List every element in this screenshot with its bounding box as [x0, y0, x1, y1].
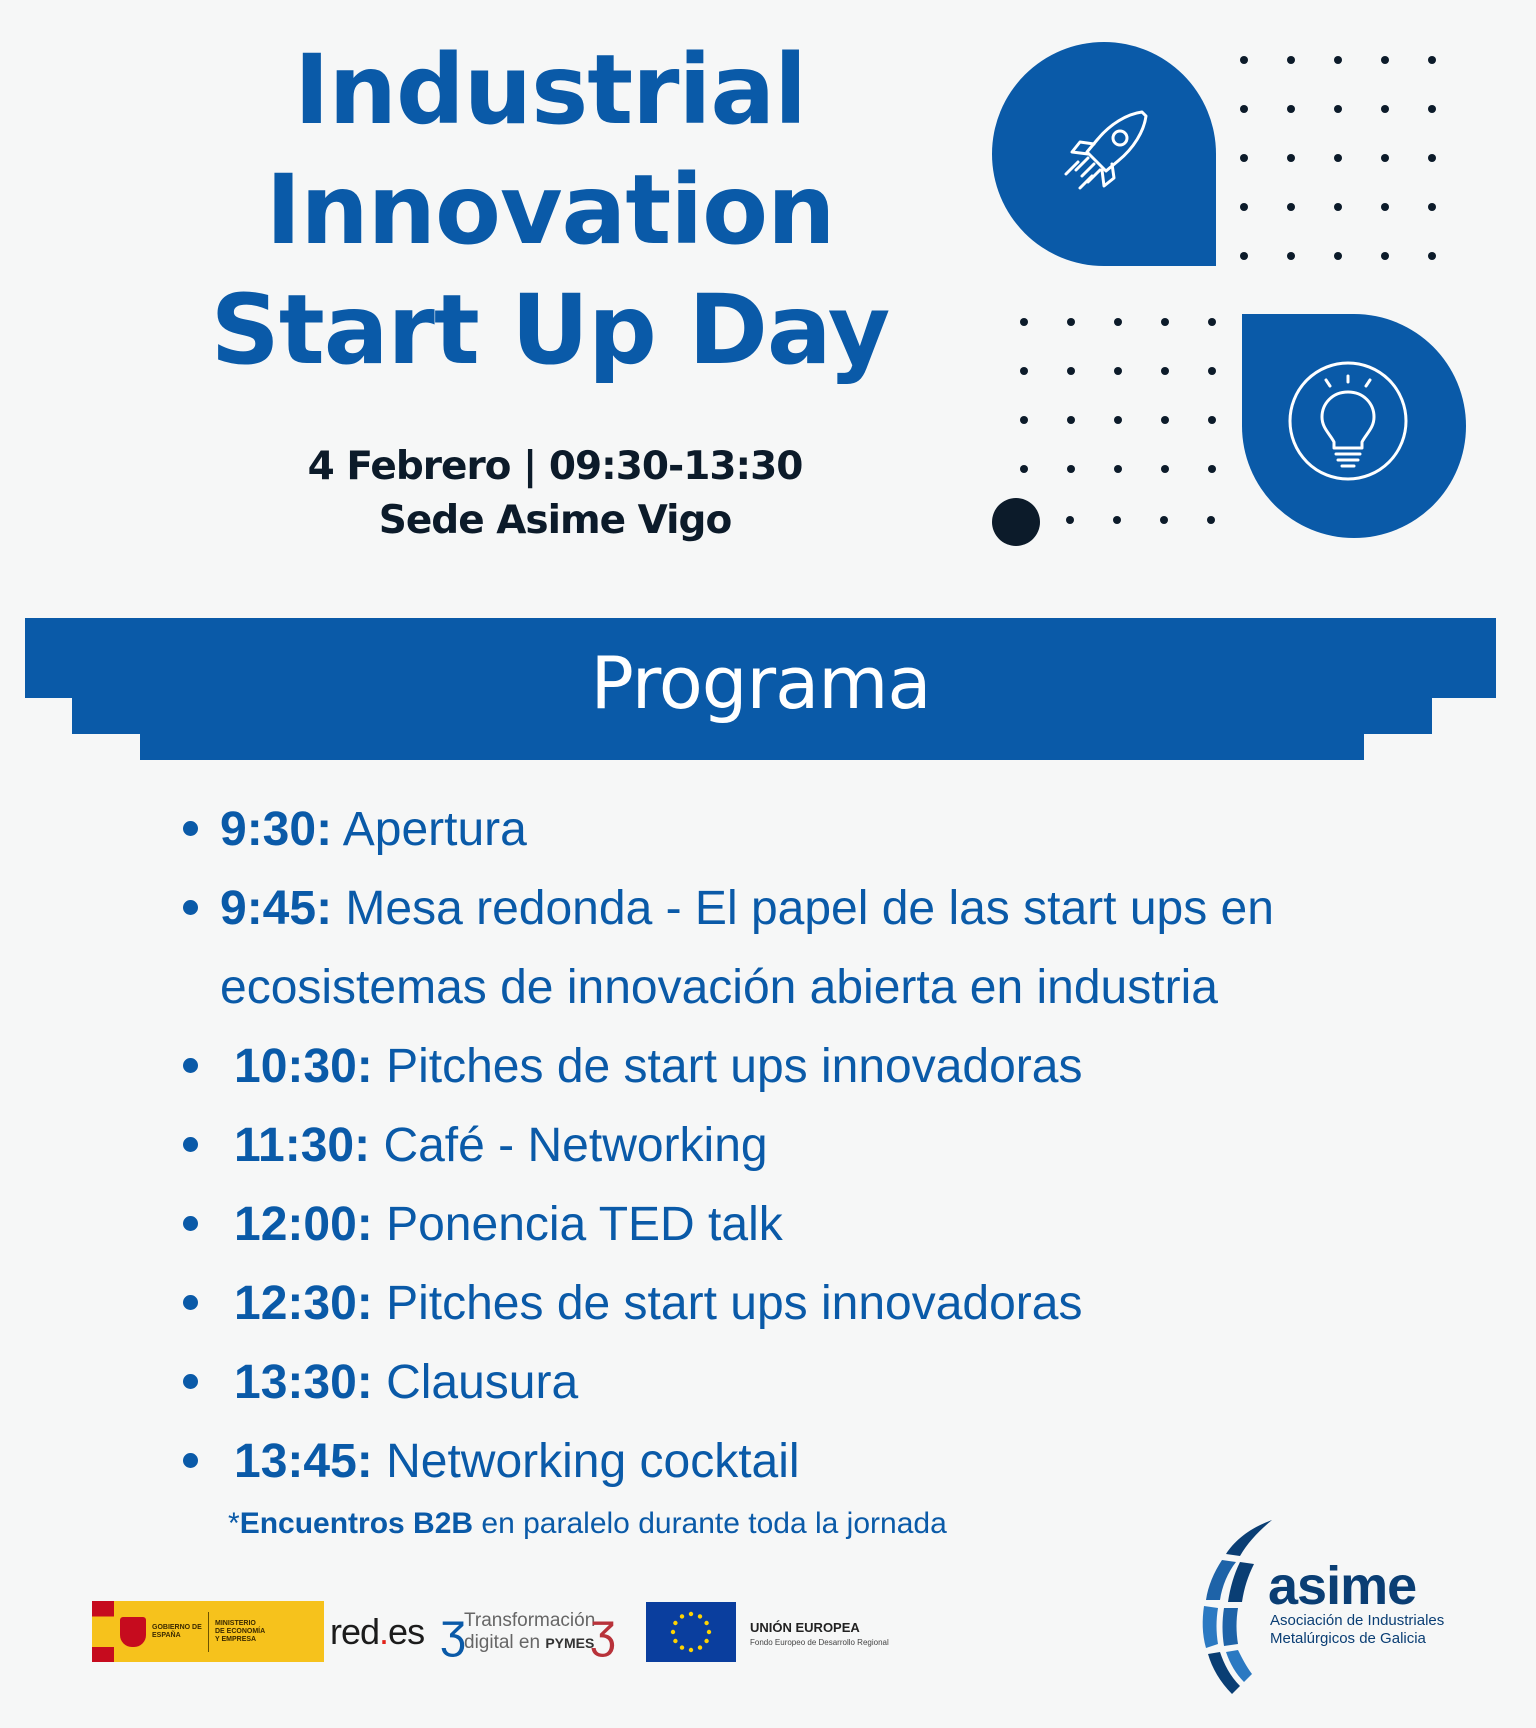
tdp-left-icon: ʒ: [440, 1605, 467, 1658]
agenda-label: Café - Networking: [370, 1119, 768, 1172]
event-details: [200, 440, 910, 548]
event-date: 4 Febrero | 09:30-13:30: [307, 444, 803, 489]
bullet-icon: [183, 900, 198, 915]
agenda-item: [180, 1106, 1400, 1185]
idea-badge: [1242, 314, 1466, 538]
agenda-item: [180, 1027, 1400, 1106]
b2b-note: [228, 1504, 947, 1544]
event-title: [130, 30, 970, 390]
note-bold: Encuentros B2B: [239, 1507, 474, 1540]
dot-grid-top: [1240, 56, 1436, 260]
agenda-time: 12:30:: [234, 1277, 373, 1330]
bullet-icon: [183, 1374, 198, 1389]
bullet-icon: [183, 1058, 198, 1073]
eu-flag-icon: [646, 1602, 736, 1662]
bullet-icon: [183, 1137, 198, 1152]
agenda-time: 11:30:: [234, 1119, 371, 1172]
agenda-time: 13:45:: [234, 1435, 373, 1488]
program-banner-step: [140, 734, 1364, 760]
agenda-label: Pitches de start ups innovadoras: [372, 1040, 1083, 1093]
agenda-time: 13:30:: [234, 1356, 373, 1409]
asime-name: asime: [1268, 1556, 1417, 1616]
large-dot: [992, 498, 1040, 546]
asime-logo-icon: [1180, 1520, 1280, 1700]
gobierno-espana-logo: [92, 1601, 324, 1662]
agenda-label: Pitches de start ups innovadoras: [372, 1277, 1083, 1330]
eu-subtitle: Fondo Europeo de Desarrollo Regional: [750, 1638, 889, 1647]
agenda-item: [180, 869, 1400, 1027]
bullet-icon: [183, 1216, 198, 1231]
redes-logo: red.es: [330, 1611, 425, 1652]
ministry-label: MINISTERIO DE ECONOMÍA Y EMPRESA: [215, 1619, 265, 1643]
agenda-time: 9:45:: [220, 882, 333, 935]
rocket-badge: [992, 42, 1216, 266]
agenda-time: 12:00:: [234, 1198, 373, 1251]
tdp-right-icon: ʒ: [589, 1605, 616, 1658]
program-heading: Programa: [590, 641, 931, 725]
agenda-list: [180, 790, 1400, 1501]
agenda-item: [180, 1422, 1400, 1501]
dot-row-bottom: [1066, 516, 1215, 524]
gov-label: GOBIERNO DE ESPAÑA: [152, 1623, 202, 1639]
agenda-label: Networking cocktail: [372, 1435, 800, 1488]
bullet-icon: [183, 821, 198, 836]
dot-grid-middle: [1020, 318, 1216, 473]
note-text: en paralelo durante toda la jornada: [473, 1507, 947, 1540]
transformacion-digital-logo: ʒ Transformación digital en PYMES ʒ: [440, 1605, 616, 1658]
asime-subtitle: Asociación de Industriales Metalúrgicos de Galicia: [1270, 1612, 1445, 1647]
agenda-item: [180, 1264, 1400, 1343]
bullet-icon: [183, 1295, 198, 1310]
note-prefix: *: [228, 1507, 240, 1540]
bullet-icon: [183, 1453, 198, 1468]
eu-title: UNIÓN EUROPEA: [750, 1620, 860, 1635]
agenda-label: Ponencia TED talk: [372, 1198, 783, 1251]
agenda-time: 10:30:: [234, 1040, 373, 1093]
agenda-label: Mesa redonda - El papel de las start ups en ecosistemas de innovación abierta en industria: [220, 882, 1274, 1014]
agenda-item: [180, 790, 1400, 869]
coat-of-arms-icon: [120, 1617, 146, 1647]
title-line-2: Innovation: [265, 154, 835, 266]
spain-flag-icon: [92, 1601, 114, 1662]
event-venue: Sede Asime Vigo: [378, 498, 732, 543]
rocket-icon: [992, 42, 1216, 266]
agenda-item: [180, 1185, 1400, 1264]
agenda-label: Clausura: [372, 1356, 579, 1409]
lightbulb-icon: [1242, 314, 1466, 538]
title-line-1: Industrial: [293, 34, 807, 146]
agenda-time: 9:30:: [220, 803, 333, 856]
agenda-item: [180, 1343, 1400, 1422]
title-line-3: Start Up Day: [210, 274, 890, 386]
agenda-label: Apertura: [332, 803, 527, 856]
